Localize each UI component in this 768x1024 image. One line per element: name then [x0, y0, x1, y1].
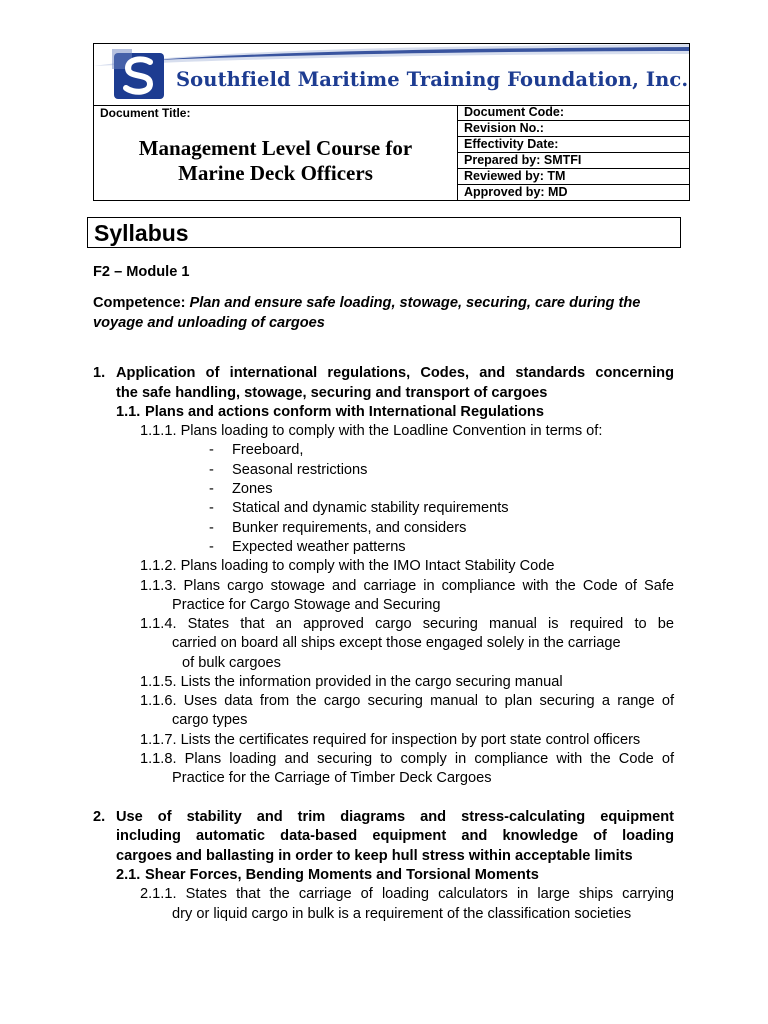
document-title-cell — [94, 105, 458, 200]
list-item-cont: dry or liquid cargo in bulk is a requirement of the classification societies — [172, 906, 632, 922]
document-title-line: Management Level Course for — [138, 136, 413, 160]
subsection-number: 2.1. — [116, 867, 141, 883]
section-title-cont: including automatic data-based equipment and knowledge of loading — [116, 828, 674, 844]
bullet-item: Zones — [232, 481, 273, 497]
bullet-dash: - — [209, 520, 214, 536]
subsection-title: Shear Forces, Bending Moments and Torsional Moments — [145, 867, 539, 883]
competence-label: Competence: — [93, 295, 186, 311]
prepared-by-row: Prepared by: SMTFI — [458, 153, 689, 169]
section-title-cont: the safe handling, stowage, securing and transport of cargoes — [116, 385, 548, 401]
list-item: 1.1.4. States that an approved cargo securing manual is required to be — [140, 616, 674, 632]
document-title-line: Marine Deck Officers — [178, 161, 373, 185]
list-item: 1.1.5. Lists the information provided in the cargo securing manual — [140, 674, 563, 690]
list-item: 1.1.3. Plans cargo stowage and carriage in compliance with the Code of Safe — [140, 578, 674, 594]
organization-name: Southfield Maritime Training Foundation, Inc. — [176, 68, 689, 91]
logo-icon — [112, 49, 170, 101]
bullet-dash: - — [209, 500, 214, 516]
bullet-dash: - — [209, 442, 214, 458]
organization-banner — [94, 44, 689, 106]
list-item: 1.1.6. Uses data from the cargo securing manual to plan securing a range of — [140, 693, 674, 709]
competence-statement — [93, 294, 674, 314]
document-code-row: Document Code: — [458, 105, 689, 121]
module-label: F2 – Module 1 — [93, 264, 190, 280]
reviewed-by-row: Reviewed by: TM — [458, 169, 689, 185]
bullet-item: Seasonal restrictions — [232, 462, 368, 478]
bullet-item: Statical and dynamic stability requirements — [232, 500, 509, 516]
list-item: 1.1.8. Plans loading and securing to comply in compliance with the Code of — [140, 751, 674, 767]
section-number: 1. — [93, 365, 106, 381]
bullet-item: Expected weather patterns — [232, 539, 406, 555]
section-title: Application of international regulations, Codes, and standards concerning — [116, 365, 674, 381]
bullet-dash: - — [209, 481, 214, 497]
list-item: 1.1.1. Plans loading to comply with the Loadline Convention in terms of: — [140, 423, 603, 439]
list-item: 2.1.1. States that the carriage of loading calculators in large ships carrying — [140, 886, 674, 902]
bullet-item: Bunker requirements, and considers — [232, 520, 467, 536]
approved-by-row: Approved by: MD — [464, 185, 568, 199]
syllabus-heading-box — [87, 217, 681, 248]
subsection-number: 1.1. — [116, 404, 141, 420]
section-title-cont: cargoes and ballasting in order to keep hull stress within acceptable limits — [116, 848, 633, 864]
list-item: 1.1.7. Lists the certificates required for inspection by port state control officers — [140, 732, 641, 748]
bullet-dash: - — [209, 539, 214, 555]
competence-text-cont: voyage and unloading of cargoes — [93, 315, 325, 331]
document-header — [93, 43, 690, 201]
subsection-title: Plans and actions conform with International Regulations — [145, 404, 544, 420]
revision-row: Revision No.: — [458, 121, 689, 137]
bullet-dash: - — [209, 462, 214, 478]
bullet-item: Freeboard, — [232, 442, 304, 458]
section-number: 2. — [93, 809, 106, 825]
banner-swoosh — [94, 44, 689, 66]
section-title: Use of stability and trim diagrams and stress-calculating equipment — [116, 809, 674, 825]
list-item-cont: of bulk cargoes — [182, 655, 281, 671]
list-item-cont: carried on board all ships except those engaged solely in the carriage — [172, 635, 621, 651]
list-item-cont: cargo types — [172, 712, 248, 728]
list-item-cont: Practice for the Carriage of Timber Deck Cargoes — [172, 770, 492, 786]
list-item-cont: Practice for Cargo Stowage and Securing — [172, 597, 441, 613]
document-meta-table — [458, 105, 689, 200]
effectivity-date-row: Effectivity Date: — [458, 137, 689, 153]
competence-text: Plan and ensure safe loading, stowage, securing, care during the — [189, 295, 641, 311]
list-item: 1.1.2. Plans loading to comply with the IMO Intact Stability Code — [140, 558, 555, 574]
document-title-label: Document Title: — [100, 106, 191, 120]
syllabus-heading: Syllabus — [94, 220, 189, 246]
document-title — [94, 136, 457, 186]
